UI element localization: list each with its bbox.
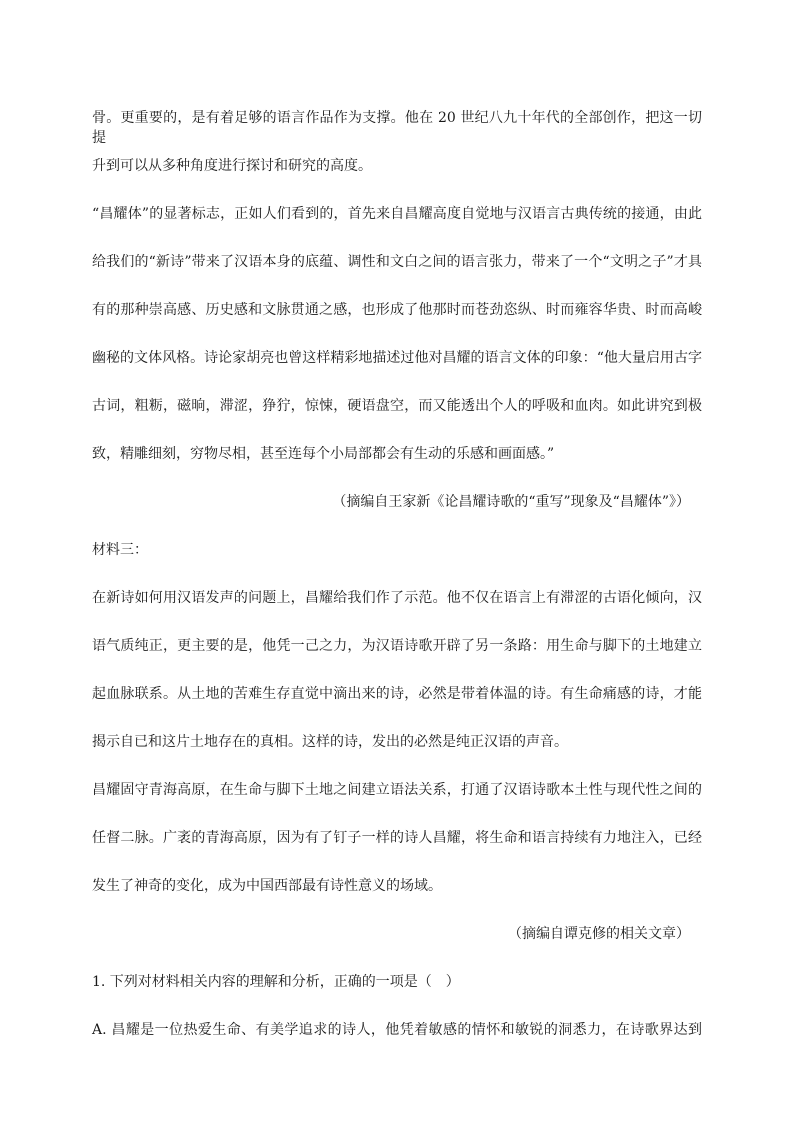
paragraph-line: 致，精雕细刻，穷物尽相，甚至连每个小局部都会有生动的乐感和画面感。” — [92, 446, 555, 462]
paragraph-line: 揭示自已和这片土地存在的真相。这样的诗，发出的必然是纯正汉语的声音。 — [92, 734, 568, 750]
paragraph-line: 升到可以从多种角度进行探讨和研究的高度。 — [92, 158, 372, 174]
paragraph-line: 古词，粗粝，磁晌，滞涩，狰狞，惊悚，硬语盘空，而又能透出个人的呼吸和血肉。如此讲究到极 — [92, 398, 702, 414]
paragraph-line: 任督二脉。广袤的青海高原，因为有了钉子一样的诗人昌耀，将生命和语言持续有力地注入，已经 — [92, 830, 702, 846]
paragraph-line: 有的那种崇高感、历史感和文脉贯通之感，也形成了他那时而苍劲恣纵、时而雍容华贵、时而高峻 — [92, 302, 702, 318]
paragraph-line: 在新诗如何用汉语发声的问题上，昌耀给我们作了示范。他不仅在语言上有滞涩的古语化倾向，汉 — [92, 590, 702, 606]
answer-option-a: A. 昌耀是一位热爱生命、有美学追求的诗人，他凭着敏感的情怀和敏锐的洞悉力，在诗歌界达到 — [92, 1022, 702, 1038]
paragraph-line: 给我们的“新诗”带来了汉语本身的底蕴、调性和文白之间的语言张力，带来了一个“文明之子”才具 — [92, 254, 702, 270]
question-stem: 1. 下列对材料相关内容的理解和分析，正确的一项是（ ） — [92, 974, 460, 990]
paragraph-line: 起血脉联系。从土地的苦难生存直觉中滴出来的诗，必然是带着体温的诗。有生命痛感的诗，才能 — [92, 686, 702, 702]
paragraph-line: 昌耀固守青海高原，在生命与脚下土地之间建立语法关系，打通了汉语诗歌本土性与现代性之间的 — [92, 782, 702, 798]
source-citation: （摘编自王家新《论昌耀诗歌的“重写”现象及“昌耀体”》） — [332, 494, 690, 510]
source-citation: （摘编自谭克修的相关文章） — [508, 926, 690, 942]
section-heading: 材料三： — [92, 542, 148, 558]
paragraph-line: 骨。更重要的，是有着足够的语言作品作为支撑。他在 20 世纪八九十年代的全部创作，把这一切提 — [92, 110, 702, 146]
paragraph-line: 发生了神奇的变化，成为中国西部最有诗性意义的场域。 — [92, 878, 442, 894]
paragraph-line: 幽秘的文体风格。诗论家胡亮也曾这样精彩地描述过他对昌耀的语言文体的印象：“他大量启用古字 — [92, 350, 702, 366]
paragraph-line: 语气质纯正，更主要的是，他凭一己之力，为汉语诗歌开辟了另一条路：用生命与脚下的土地建立 — [92, 638, 702, 654]
paragraph-line: “昌耀体”的显著标志，正如人们看到的，首先来自昌耀高度自觉地与汉语言古典传统的接通，由此 — [92, 206, 702, 222]
